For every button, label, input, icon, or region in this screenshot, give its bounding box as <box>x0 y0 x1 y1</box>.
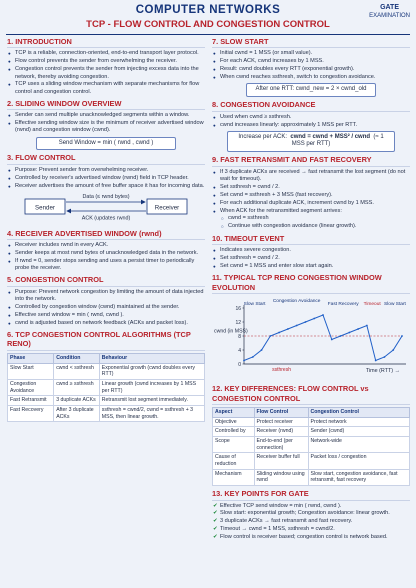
page-title: COMPUTER NETWORKS <box>135 4 281 16</box>
table-header: Flow Control <box>254 408 308 418</box>
table-cell: 3 duplicate ACKs <box>54 396 100 406</box>
cwnd-point <box>348 332 350 334</box>
left-column <box>7 37 205 425</box>
list-item: ● Congestion control prevents the sender from injecting excess data into the network, thereby avoiding congestion. <box>7 66 205 80</box>
table-cell: Network-wide <box>308 437 409 453</box>
cwnd-point <box>340 335 342 337</box>
list-item: ● Set ssthresh = cwnd / 2. <box>212 255 410 262</box>
table-header: Condition <box>54 353 100 363</box>
list-item: ● When ACK for the retransmitted segment arrives: <box>212 208 410 215</box>
cwnd-point <box>322 314 324 316</box>
list-item: ● Effective send window = min ( rwnd, cwnd ). <box>7 312 205 319</box>
list-item: ● TCP is a reliable, connection-oriented, end-to-end transport layer protocol. <box>7 50 205 57</box>
list-item: ● Receiver advertises the amount of free buffer space it has for incoming data. <box>7 183 205 190</box>
table-cell: Slow Start <box>8 363 54 379</box>
table-cell: Cause of reduction <box>213 453 255 469</box>
cwnd-point <box>401 335 403 337</box>
flow-control-diagram <box>7 191 205 223</box>
y-tick-label: 16 <box>235 305 241 312</box>
section-title: 1. INTRODUCTION <box>7 37 205 48</box>
section-fast-retransmit <box>212 155 410 231</box>
table-cell: Retransmit lost segment immediately. <box>99 396 204 406</box>
cwnd-point <box>278 332 280 334</box>
send-window-formula: Send Window = min ( rwnd , cwnd ) <box>36 137 176 151</box>
annotation-congestion-avoidance: Congestion Avoidance <box>272 299 321 305</box>
header-divider <box>6 34 410 35</box>
y-tick-label: 0 <box>238 361 241 368</box>
list-item: ✔ 3 duplicate ACKs → fast retransmit and fast recovery. <box>212 518 410 525</box>
list-item: ● cwnd is adjusted based on network feedback (ACKs and packet loss). <box>7 320 205 327</box>
table-cell: Linear growth (cwnd increases by 1 MSS per RTT) <box>99 379 204 395</box>
ssthresh-label: ssthresh <box>272 367 291 374</box>
section-title: 6. TCP CONGESTION CONTROL ALGORITHMS (TCP RENO) <box>7 330 205 351</box>
section-flow-control <box>7 153 205 225</box>
page-subtitle: TCP - FLOW CONTROL AND CONGESTION CONTROL <box>86 18 330 30</box>
list-item: ● Receiver includes rwnd in every ACK. <box>7 242 205 249</box>
y-axis-label: cwnd (in MSS) <box>214 328 248 335</box>
section-title: 9. FAST RETRANSMIT AND FAST RECOVERY <box>212 155 410 166</box>
cwnd-point <box>252 356 254 358</box>
table-cell: cwnd < ssthresh <box>54 363 100 379</box>
sender-label: Sender <box>35 204 55 212</box>
section-title: 12. KEY DIFFERENCES: FLOW CONTROL vs CONGESTION CONTROL <box>212 384 410 405</box>
cwnd-point <box>313 318 315 320</box>
table-row <box>8 363 205 379</box>
list-item: ● For each ACK, cwnd increases by 1 MSS. <box>212 58 410 65</box>
section-slow-start <box>212 37 410 97</box>
list-item: ● For each additional duplicate ACK, increment cwnd by 1 MSS. <box>212 200 410 207</box>
table-cell: Receiver (rwnd) <box>254 427 308 437</box>
page-header <box>0 0 416 34</box>
list-item: ● If rwnd = 0, sender stops sending and uses a persist timer to periodically probe the receiver. <box>7 258 205 272</box>
table-cell: Scope <box>213 437 255 453</box>
section-list <box>212 169 410 231</box>
cwnd-line <box>244 315 402 361</box>
table-cell: End-to-end (per connection) <box>254 437 308 453</box>
table-row <box>8 396 205 406</box>
sub-list-item: ○ cwnd = ssthresh <box>212 215 410 222</box>
list-item: ✔ Timeout → cwnd = 1 MSS, ssthresh = cwnd/2. <box>212 526 410 533</box>
annotation-slow-start-2: Slow Start <box>384 302 406 308</box>
table-row <box>213 427 410 437</box>
table-header-row <box>8 353 205 363</box>
section-rwnd <box>7 229 205 273</box>
list-item: ● When cwnd reaches ssthresh, switch to congestion avoidance. <box>212 74 410 81</box>
section-list <box>7 167 205 190</box>
list-item: ● Indicates severe congestion. <box>212 247 410 254</box>
x-axis-label: Time (RTT) → <box>365 368 400 375</box>
list-item: ● Set ssthresh = cwnd / 2. <box>212 184 410 191</box>
table-row <box>213 469 410 485</box>
cwnd-point <box>375 360 377 362</box>
cwnd-point <box>243 360 245 362</box>
table-cell: cwnd ≥ ssthresh <box>54 379 100 395</box>
section-key-differences <box>212 384 410 486</box>
section-list <box>212 50 410 81</box>
table-header-row <box>213 408 410 418</box>
section-timeout <box>212 234 410 271</box>
table-cell: Fast Recovery <box>8 405 54 421</box>
section-list <box>7 50 205 95</box>
cwnd-point <box>392 349 394 351</box>
differences-table <box>212 407 410 486</box>
cwnd-point <box>357 328 359 330</box>
list-item: ✔ Effective TCP send window = min ( rwnd, cwnd ). <box>212 503 410 510</box>
y-tick-label: 8 <box>238 333 241 340</box>
table-cell: Protect receiver <box>254 417 308 427</box>
table-cell: Packet loss / congestion <box>308 453 409 469</box>
gate-badge <box>369 4 410 20</box>
section-congestion-control <box>7 275 205 327</box>
formula-expression: cwnd = cwnd + MSS² / cwnd <box>290 133 371 140</box>
cwnd-point <box>296 325 298 327</box>
section-list <box>7 289 205 327</box>
list-item: ● Sender keeps at most rwnd bytes of unacknowledged data in the network. <box>7 250 205 257</box>
annotation-fast-recovery: Fast Recovery <box>327 302 359 308</box>
section-cwnd-evolution <box>212 273 410 381</box>
y-tick-label: 4 <box>238 347 241 354</box>
list-item: ● Sender can send multiple unacknowledged segments within a window. <box>7 112 205 119</box>
gate-badge-line2: EXAMINATION <box>369 12 410 19</box>
table-cell: Mechanism <box>213 469 255 485</box>
sub-list-item: ○ Continue with congestion avoidance (linear growth). <box>212 223 410 230</box>
receiver-label: Receiver <box>154 204 180 212</box>
list-item: ● If 3 duplicate ACKs are received → fast retransmit the lost segment (do not wait for timeout). <box>212 169 410 183</box>
table-row <box>213 437 410 453</box>
formula-label: Increase per ACK: <box>238 133 288 140</box>
section-congestion-avoidance <box>212 100 410 152</box>
table-cell: Fast Retransmit <box>8 396 54 406</box>
annotation-slow-start: Slow Start <box>243 302 266 308</box>
cwnd-chart <box>212 296 410 378</box>
section-title: 5. CONGESTION CONTROL <box>7 275 205 286</box>
table-cell: Sender (cwnd) <box>308 427 409 437</box>
formula-note: (≈ 1 MSS per RTT) <box>291 133 384 148</box>
table-cell: Objective <box>213 417 255 427</box>
list-item: ● Flow control prevents the sender from overwhelming the receiver. <box>7 58 205 65</box>
table-header: Aspect <box>213 408 255 418</box>
list-item: ● Set cwnd = 1 MSS and enter slow start again. <box>212 263 410 270</box>
y-tick-label: 12 <box>235 319 241 326</box>
right-column <box>212 37 410 544</box>
table-cell: Slow start, congestion avoidance, fast retransmit, fast recovery <box>308 469 409 485</box>
cwnd-point <box>305 321 307 323</box>
section-list <box>7 242 205 272</box>
section-title: 13. KEY POINTS FOR GATE <box>212 489 410 500</box>
section-key-points <box>212 489 410 541</box>
table-cell: Controlled by <box>213 427 255 437</box>
list-item: ● cwnd increases linearly: approximately 1 MSS per RTT. <box>212 122 410 129</box>
list-item: ● Controlled by receiver's advertised window (rwnd) field in TCP header. <box>7 175 205 182</box>
table-cell: Receiver buffer full <box>254 453 308 469</box>
list-item: ● Effective sending window size is the minimum of receiver advertised window (rwnd) and congestion window (cwnd). <box>7 120 205 134</box>
section-list <box>212 247 410 270</box>
table-row <box>213 417 410 427</box>
table-row <box>8 405 205 421</box>
section-list <box>212 503 410 542</box>
list-item: ● Used when cwnd ≥ ssthresh. <box>212 114 410 121</box>
section-title: 3. FLOW CONTROL <box>7 153 205 164</box>
cwnd-point <box>287 328 289 330</box>
section-sliding-window <box>7 99 205 150</box>
list-item: ● Purpose: Prevent network congestion by limiting the amount of data injected into the network. <box>7 289 205 303</box>
ack-arrow-label: ACK (updates rwnd) <box>81 215 131 222</box>
list-item: ● Set cwnd = ssthresh + 3 MSS (fast recovery). <box>212 192 410 199</box>
cwnd-point <box>331 339 333 341</box>
cwnd-point <box>269 335 271 337</box>
table-header: Behaviour <box>99 353 204 363</box>
list-item: ✔ Flow control is receiver based; congestion control is network based. <box>212 534 410 541</box>
section-title: 8. CONGESTION AVOIDANCE <box>212 100 410 111</box>
list-item: ✔ Slow start: exponential growth; Congestion avoidance: linear growth. <box>212 510 410 517</box>
section-list <box>7 112 205 134</box>
cwnd-point <box>261 349 263 351</box>
table-cell: Sliding window using rwnd <box>254 469 308 485</box>
section-tcp-reno <box>7 330 205 422</box>
list-item: ● Purpose: Prevent sender from overwhelming receiver. <box>7 167 205 174</box>
section-title: 10. TIMEOUT EVENT <box>212 234 410 245</box>
list-item: ● Initial cwnd = 1 MSS (or small value). <box>212 50 410 57</box>
table-header: Congestion Control <box>308 408 409 418</box>
section-title: 2. SLIDING WINDOW OVERVIEW <box>7 99 205 110</box>
section-list <box>212 114 410 129</box>
section-title: 11. TYPICAL TCP RENO CONGESTION WINDOW EVOLUTION <box>212 273 410 294</box>
table-row <box>213 453 410 469</box>
list-item: ● Controlled by congestion window (cwnd) maintained at the sender. <box>7 304 205 311</box>
slow-start-formula: After one RTT: cwnd_new = 2 × cwnd_old <box>246 83 376 97</box>
gate-badge-line1: GATE <box>380 4 400 11</box>
data-arrow-label: Data (≤ rwnd bytes) <box>82 193 130 200</box>
table-row <box>8 379 205 395</box>
section-introduction <box>7 37 205 96</box>
cwnd-point <box>366 325 368 327</box>
table-cell: ssthresh = cwnd/2, cwnd = ssthresh + 3 MSS, then linear growth. <box>99 405 204 421</box>
annotation-timeout: Timeout <box>363 302 381 308</box>
congestion-avoidance-formula <box>227 131 395 152</box>
list-item: ● Result: cwnd doubles every RTT (exponential growth). <box>212 66 410 73</box>
table-header: Phase <box>8 353 54 363</box>
list-item: ● TCP uses a sliding window mechanism with separate mechanisms for flow control and congestion control. <box>7 81 205 95</box>
reno-table <box>7 353 205 422</box>
table-cell: After 3 duplicate ACKs <box>54 405 100 421</box>
cwnd-point <box>384 356 386 358</box>
table-cell: Exponential growth (cwnd doubles every RTT) <box>99 363 204 379</box>
section-title: 7. SLOW START <box>212 37 410 48</box>
section-title: 4. RECEIVER ADVERTISED WINDOW (rwnd) <box>7 229 205 240</box>
table-cell: Protect network <box>308 417 409 427</box>
table-cell: Congestion Avoidance <box>8 379 54 395</box>
